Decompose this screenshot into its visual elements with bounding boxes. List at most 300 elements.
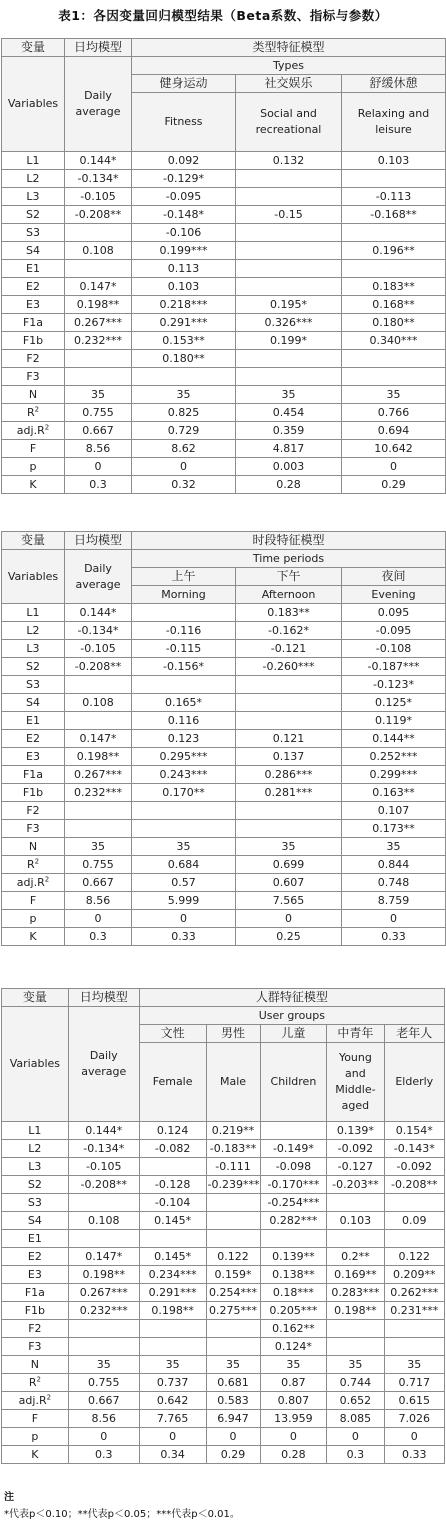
table-row xyxy=(2,1248,445,1266)
value-cell: 35 xyxy=(132,838,236,856)
daily-value-cell: 0.232*** xyxy=(65,784,132,802)
value-cell: 0 xyxy=(260,1428,327,1446)
column-header-cn: 上午 xyxy=(132,568,236,586)
value-cell: -0.082 xyxy=(139,1140,206,1158)
value-cell xyxy=(236,368,342,386)
column-header-en: Afternoon xyxy=(236,586,342,604)
daily-value-cell: 0 xyxy=(68,1428,139,1446)
daily-value-cell: 0.147* xyxy=(65,278,132,296)
row-label: E3 xyxy=(2,748,65,766)
row-label: F2 xyxy=(2,350,65,368)
value-cell xyxy=(260,1122,327,1140)
value-cell xyxy=(236,188,342,206)
table-row xyxy=(2,260,446,278)
value-cell xyxy=(342,224,446,242)
value-cell: 0.154* xyxy=(384,1122,444,1140)
value-cell: 0.283*** xyxy=(327,1284,384,1302)
value-cell xyxy=(139,1158,206,1176)
table-row xyxy=(2,676,446,694)
table-row xyxy=(2,604,446,622)
row-label: L1 xyxy=(2,604,65,622)
table-row xyxy=(2,1338,445,1356)
table-row xyxy=(2,1140,445,1158)
value-cell: -0.121 xyxy=(236,640,342,658)
value-cell: 0.165* xyxy=(132,694,236,712)
daily-header-cn: 日均模型 xyxy=(65,532,132,550)
value-cell: 0.766 xyxy=(342,404,446,422)
value-cell xyxy=(236,350,342,368)
value-cell: 0.642 xyxy=(139,1392,206,1410)
table-row xyxy=(2,476,446,494)
row-label: $adj.R^2$ xyxy=(2,874,65,892)
row-label: S2 xyxy=(2,1176,69,1194)
value-cell: 35 xyxy=(260,1356,327,1374)
row-label: S3 xyxy=(2,1194,69,1212)
value-cell: 0.125* xyxy=(342,694,446,712)
value-cell: 0.199*** xyxy=(132,242,236,260)
value-cell: 0.103 xyxy=(327,1212,384,1230)
row-label: F xyxy=(2,1410,69,1428)
value-cell: 0.198** xyxy=(327,1302,384,1320)
daily-value-cell: 0.108 xyxy=(65,694,132,712)
row-label: K xyxy=(2,476,65,494)
value-cell: 0.199* xyxy=(236,332,342,350)
value-cell: 0.122 xyxy=(206,1248,260,1266)
value-cell: 0.28 xyxy=(236,476,342,494)
table-row xyxy=(2,748,446,766)
value-cell xyxy=(327,1338,384,1356)
value-cell xyxy=(236,676,342,694)
row-label: F1a xyxy=(2,314,65,332)
value-cell: 0.243*** xyxy=(132,766,236,784)
table-row xyxy=(2,1212,445,1230)
value-cell: -0.156* xyxy=(132,658,236,676)
value-cell: -0.15 xyxy=(236,206,342,224)
table-row xyxy=(2,622,446,640)
types-model-table xyxy=(1,38,446,494)
value-cell: 0.196** xyxy=(342,242,446,260)
table-row xyxy=(2,766,446,784)
table-row xyxy=(2,278,446,296)
value-cell xyxy=(236,260,342,278)
value-cell: 0.234*** xyxy=(139,1266,206,1284)
daily-value-cell xyxy=(65,802,132,820)
column-header-cn: 中青年 xyxy=(327,1025,384,1043)
row-label: $adj.R^2$ xyxy=(2,1392,69,1410)
value-cell: 0.195* xyxy=(236,296,342,314)
value-cell xyxy=(206,1212,260,1230)
table-row xyxy=(2,368,446,386)
column-header-cn: 文性 xyxy=(139,1025,206,1043)
row-label: F1b xyxy=(2,332,65,350)
value-cell: 0.092 xyxy=(132,152,236,170)
value-cell: 0.163** xyxy=(342,784,446,802)
value-cell: -0.113 xyxy=(342,188,446,206)
daily-value-cell: 8.56 xyxy=(65,440,132,458)
value-cell: 0.180** xyxy=(342,314,446,332)
value-cell: 5.999 xyxy=(132,892,236,910)
value-cell: 0.119* xyxy=(342,712,446,730)
table-row xyxy=(2,658,446,676)
daily-value-cell: 0.755 xyxy=(68,1374,139,1392)
daily-value-cell: 35 xyxy=(65,838,132,856)
row-label: $R^2$ xyxy=(2,856,65,874)
value-cell: -0.168** xyxy=(342,206,446,224)
table-row xyxy=(2,1194,445,1212)
daily-value-cell: 0.198** xyxy=(68,1266,139,1284)
value-cell xyxy=(342,260,446,278)
table-row xyxy=(2,152,446,170)
note-title: 注 xyxy=(4,1492,14,1503)
daily-value-cell: -0.105 xyxy=(68,1158,139,1176)
variable-header-en: Variables xyxy=(2,550,65,604)
table-row xyxy=(2,694,446,712)
value-cell xyxy=(132,604,236,622)
table-row xyxy=(2,1410,445,1428)
value-cell: 0.183** xyxy=(236,604,342,622)
value-cell: 0.137 xyxy=(236,748,342,766)
table-row xyxy=(2,1230,445,1248)
value-cell: 0.122 xyxy=(384,1248,444,1266)
value-cell: -0.095 xyxy=(132,188,236,206)
row-label: F3 xyxy=(2,1338,69,1356)
value-cell: 0.615 xyxy=(384,1392,444,1410)
value-cell: 0.198** xyxy=(139,1302,206,1320)
row-label: N xyxy=(2,838,65,856)
value-cell: -0.187*** xyxy=(342,658,446,676)
value-cell: 0.003 xyxy=(236,458,342,476)
value-cell: 0.139* xyxy=(327,1122,384,1140)
column-header-cn: 老年人 xyxy=(384,1025,444,1043)
value-cell xyxy=(132,820,236,838)
value-cell xyxy=(236,820,342,838)
row-label: F1b xyxy=(2,1302,69,1320)
daily-value-cell: 0.198** xyxy=(65,748,132,766)
group-header-en: User groups xyxy=(139,1007,444,1025)
value-cell: 0.116 xyxy=(132,712,236,730)
table-row xyxy=(2,1122,445,1140)
value-cell: 7.565 xyxy=(236,892,342,910)
value-cell: 0.121 xyxy=(236,730,342,748)
daily-value-cell: 0.3 xyxy=(65,928,132,946)
column-header-en: Children xyxy=(260,1043,327,1122)
value-cell: -0.098 xyxy=(260,1158,327,1176)
value-cell: 0.3 xyxy=(327,1446,384,1464)
value-cell: 35 xyxy=(342,386,446,404)
value-cell: -0.162* xyxy=(236,622,342,640)
value-cell xyxy=(132,368,236,386)
daily-value-cell: 0.755 xyxy=(65,856,132,874)
value-cell: -0.128 xyxy=(139,1176,206,1194)
value-cell: 0.28 xyxy=(260,1446,327,1464)
value-cell: 4.817 xyxy=(236,440,342,458)
value-cell: 0.87 xyxy=(260,1374,327,1392)
daily-header-cn: 日均模型 xyxy=(68,989,139,1007)
daily-value-cell: -0.105 xyxy=(65,188,132,206)
row-label: S4 xyxy=(2,694,65,712)
value-cell: 0.168** xyxy=(342,296,446,314)
table-row xyxy=(2,802,446,820)
value-cell: 0.807 xyxy=(260,1392,327,1410)
table-row xyxy=(2,1176,445,1194)
value-cell: 0.262*** xyxy=(384,1284,444,1302)
value-cell xyxy=(139,1338,206,1356)
value-cell: 0.25 xyxy=(236,928,342,946)
table-row xyxy=(2,1284,445,1302)
table-row xyxy=(2,1302,445,1320)
row-label: S2 xyxy=(2,658,65,676)
value-cell: 0.145* xyxy=(139,1212,206,1230)
value-cell xyxy=(342,170,446,188)
row-label: K xyxy=(2,928,65,946)
row-label: L1 xyxy=(2,152,65,170)
daily-value-cell xyxy=(65,350,132,368)
value-cell xyxy=(132,676,236,694)
row-label: L2 xyxy=(2,622,65,640)
value-cell: 0.169** xyxy=(327,1266,384,1284)
table-row xyxy=(2,892,446,910)
value-cell xyxy=(139,1230,206,1248)
daily-value-cell: 0.108 xyxy=(65,242,132,260)
column-header-cn: 社交娱乐 xyxy=(236,75,342,93)
value-cell xyxy=(206,1230,260,1248)
daily-value-cell: -0.134* xyxy=(68,1140,139,1158)
table-row xyxy=(2,838,446,856)
value-cell: 0.694 xyxy=(342,422,446,440)
daily-value-cell: 0.267*** xyxy=(65,766,132,784)
table-row xyxy=(2,206,446,224)
group-header-en: Types xyxy=(132,57,446,75)
row-label: p xyxy=(2,910,65,928)
row-label: F3 xyxy=(2,820,65,838)
row-label: N xyxy=(2,386,65,404)
value-cell: 0.144** xyxy=(342,730,446,748)
value-cell: 0.205*** xyxy=(260,1302,327,1320)
daily-value-cell: 0.267*** xyxy=(65,314,132,332)
value-cell: -0.208** xyxy=(384,1176,444,1194)
column-header-cn: 夜间 xyxy=(342,568,446,586)
value-cell xyxy=(236,712,342,730)
value-cell xyxy=(206,1194,260,1212)
daily-value-cell: 0.667 xyxy=(68,1392,139,1410)
value-cell: 0.34 xyxy=(139,1446,206,1464)
value-cell xyxy=(342,350,446,368)
value-cell: 0.107 xyxy=(342,802,446,820)
value-cell: 0.2** xyxy=(327,1248,384,1266)
value-cell: 0.09 xyxy=(384,1212,444,1230)
value-cell: 0.33 xyxy=(342,928,446,946)
value-cell: 0.29 xyxy=(342,476,446,494)
value-cell xyxy=(384,1230,444,1248)
column-header-cn: 下午 xyxy=(236,568,342,586)
row-label: F xyxy=(2,440,65,458)
value-cell: 0 xyxy=(139,1428,206,1446)
value-cell: 10.642 xyxy=(342,440,446,458)
daily-value-cell xyxy=(68,1338,139,1356)
daily-value-cell: -0.208** xyxy=(65,658,132,676)
value-cell: 0.57 xyxy=(132,874,236,892)
daily-value-cell xyxy=(65,260,132,278)
row-label: F2 xyxy=(2,1320,69,1338)
row-label: N xyxy=(2,1356,69,1374)
value-cell: 0.286*** xyxy=(236,766,342,784)
table-row xyxy=(2,1428,445,1446)
daily-value-cell: 0.144* xyxy=(65,152,132,170)
daily-value-cell: 0.144* xyxy=(68,1122,139,1140)
value-cell xyxy=(139,1320,206,1338)
value-cell: 0.252*** xyxy=(342,748,446,766)
daily-value-cell: -0.134* xyxy=(65,622,132,640)
column-header-en: Morning xyxy=(132,586,236,604)
table-row xyxy=(2,296,446,314)
table-row xyxy=(2,350,446,368)
column-header-en: Relaxing and leisure xyxy=(342,93,446,152)
value-cell: 0.153** xyxy=(132,332,236,350)
value-cell xyxy=(260,1230,327,1248)
group-header-en: Time periods xyxy=(132,550,446,568)
row-label: $R^2$ xyxy=(2,1374,69,1392)
table-row xyxy=(2,1320,445,1338)
daily-value-cell: 0.232*** xyxy=(65,332,132,350)
daily-value-cell: 0.667 xyxy=(65,422,132,440)
value-cell: 0.095 xyxy=(342,604,446,622)
value-cell: 0.18*** xyxy=(260,1284,327,1302)
value-cell: -0.183** xyxy=(206,1140,260,1158)
value-cell: -0.111 xyxy=(206,1158,260,1176)
value-cell: 0.454 xyxy=(236,404,342,422)
daily-value-cell xyxy=(65,368,132,386)
value-cell: 7.765 xyxy=(139,1410,206,1428)
value-cell: -0.148* xyxy=(132,206,236,224)
daily-value-cell: -0.208** xyxy=(68,1176,139,1194)
value-cell xyxy=(236,802,342,820)
daily-value-cell: 0 xyxy=(65,910,132,928)
table-row xyxy=(2,1158,445,1176)
row-label: F1a xyxy=(2,766,65,784)
table-row xyxy=(2,820,446,838)
value-cell: 0.145* xyxy=(139,1248,206,1266)
value-cell: 0.32 xyxy=(132,476,236,494)
daily-value-cell: 0.232*** xyxy=(68,1302,139,1320)
table-row xyxy=(2,784,446,802)
row-label: S2 xyxy=(2,206,65,224)
value-cell: -0.116 xyxy=(132,622,236,640)
column-header-cn: 男性 xyxy=(206,1025,260,1043)
value-cell: -0.143* xyxy=(384,1140,444,1158)
value-cell: 0.219** xyxy=(206,1122,260,1140)
column-header-en: Female xyxy=(139,1043,206,1122)
table-row xyxy=(2,1266,445,1284)
daily-value-cell xyxy=(65,224,132,242)
value-cell: 0.844 xyxy=(342,856,446,874)
row-label: F xyxy=(2,892,65,910)
table-row xyxy=(2,1374,445,1392)
row-label: F1b xyxy=(2,784,65,802)
table-row xyxy=(2,386,446,404)
column-header-en: Male xyxy=(206,1043,260,1122)
daily-value-cell: 8.56 xyxy=(65,892,132,910)
value-cell: 0.583 xyxy=(206,1392,260,1410)
table-row xyxy=(2,1446,445,1464)
table-row xyxy=(2,242,446,260)
daily-value-cell: 0.267*** xyxy=(68,1284,139,1302)
value-cell xyxy=(384,1338,444,1356)
periods-model-table xyxy=(1,531,446,946)
daily-value-cell: 0.144* xyxy=(65,604,132,622)
value-cell: -0.149* xyxy=(260,1140,327,1158)
value-cell: 0.170** xyxy=(132,784,236,802)
daily-value-cell: 0.3 xyxy=(65,476,132,494)
daily-value-cell: -0.134* xyxy=(65,170,132,188)
value-cell: 0 xyxy=(327,1428,384,1446)
daily-value-cell: 8.56 xyxy=(68,1410,139,1428)
value-cell: 0.183** xyxy=(342,278,446,296)
daily-header-cn: 日均模型 xyxy=(65,39,132,57)
daily-value-cell: 0.667 xyxy=(65,874,132,892)
value-cell: 0.29 xyxy=(206,1446,260,1464)
daily-value-cell: 0.147* xyxy=(65,730,132,748)
value-cell xyxy=(327,1230,384,1248)
row-label: E2 xyxy=(2,1248,69,1266)
group-header-cn: 时段特征模型 xyxy=(132,532,446,550)
value-cell: 0 xyxy=(342,458,446,476)
daily-value-cell: 0.147* xyxy=(68,1248,139,1266)
table-row xyxy=(2,404,446,422)
value-cell: 0.291*** xyxy=(139,1284,206,1302)
daily-value-cell xyxy=(68,1230,139,1248)
variable-header-en: Variables xyxy=(2,1007,69,1122)
value-cell xyxy=(384,1194,444,1212)
daily-value-cell: 0.198** xyxy=(65,296,132,314)
value-cell: -0.203** xyxy=(327,1176,384,1194)
table-title: 表1：各因变量回归模型结果（Beta系数、指标与参数） xyxy=(58,8,388,23)
row-label: S3 xyxy=(2,224,65,242)
daily-value-cell xyxy=(65,712,132,730)
value-cell: 0.231*** xyxy=(384,1302,444,1320)
value-cell: 8.759 xyxy=(342,892,446,910)
value-cell: 0.340*** xyxy=(342,332,446,350)
value-cell: -0.092 xyxy=(384,1158,444,1176)
value-cell: 0 xyxy=(236,910,342,928)
value-cell: 0.132 xyxy=(236,152,342,170)
table-row xyxy=(2,910,446,928)
value-cell: -0.092 xyxy=(327,1140,384,1158)
value-cell: 13.959 xyxy=(260,1410,327,1428)
value-cell xyxy=(327,1194,384,1212)
value-cell: 0.737 xyxy=(139,1374,206,1392)
table-row xyxy=(2,1356,445,1374)
value-cell: 0.681 xyxy=(206,1374,260,1392)
value-cell: 35 xyxy=(236,386,342,404)
column-header-en: Elderly xyxy=(384,1043,444,1122)
value-cell: -0.106 xyxy=(132,224,236,242)
value-cell: 0.180** xyxy=(132,350,236,368)
value-cell: -0.123* xyxy=(342,676,446,694)
value-cell: 0.748 xyxy=(342,874,446,892)
value-cell: 0.359 xyxy=(236,422,342,440)
daily-value-cell xyxy=(65,820,132,838)
group-header-cn: 类型特征模型 xyxy=(132,39,446,57)
value-cell: 0.159* xyxy=(206,1266,260,1284)
table-row xyxy=(2,224,446,242)
table-row xyxy=(2,712,446,730)
column-header-cn: 儿童 xyxy=(260,1025,327,1043)
row-label: L2 xyxy=(2,1140,69,1158)
row-label: p xyxy=(2,1428,69,1446)
row-label: S4 xyxy=(2,1212,69,1230)
value-cell: -0.260*** xyxy=(236,658,342,676)
daily-value-cell: 0.755 xyxy=(65,404,132,422)
